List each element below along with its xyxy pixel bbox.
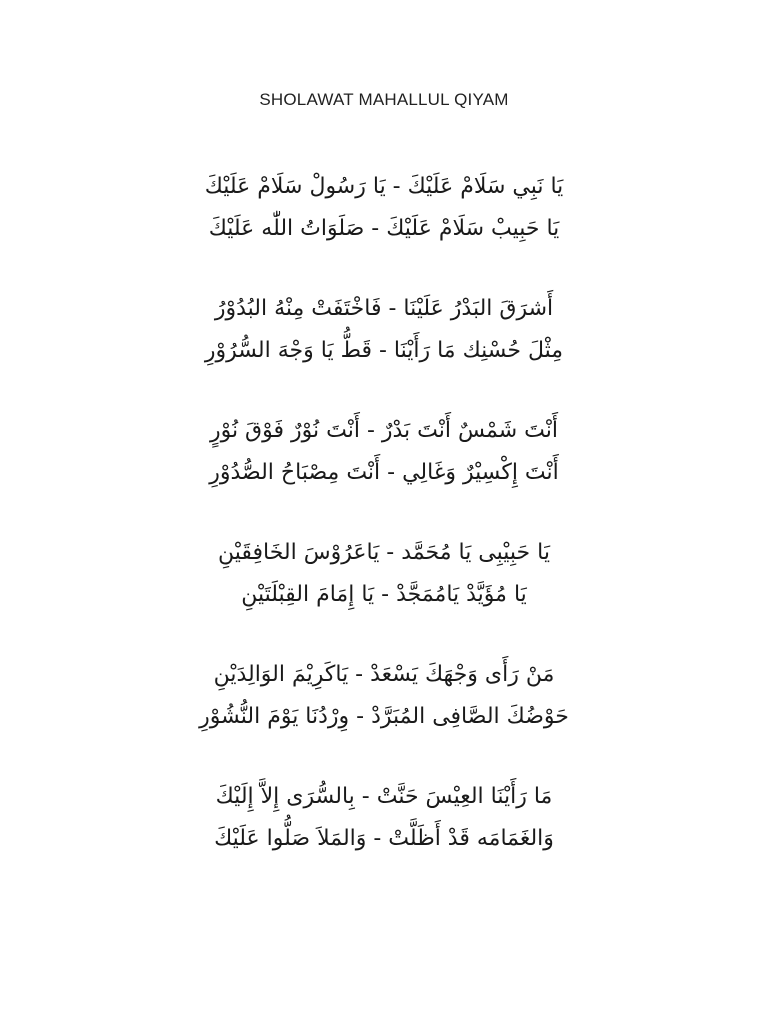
stanza-4: [60, 532, 708, 616]
verse-line: يَا حَبِيبْ سَلَامْ عَلَيْكَ - صَلَوَاتُ اللّٰه عَلَيْكَ: [208, 216, 560, 241]
verse-line: مِثْلَ حُسْنِك مَا رَأَيْنَا - قَطُّ يَا وَجْهَ السُّرُوْرِ: [204, 338, 564, 363]
verse-line: يَا مُؤَيَّدْ يَامُمَجَّدْ - يَا إِمَامَ القِبْلَتَيْنِ: [241, 582, 527, 607]
verse-line: أَشرَقَ البَدْرُ عَلَيْنَا - فَاخْتَفَتْ مِنْهُ البُدُوْرُ: [214, 296, 554, 321]
stanza-6: [60, 776, 708, 860]
verse-line: حَوْضُكَ الصَّافِى المُبَرَّدْ - وِرْدُنَا يَوْمَ النُّشُوْرِ: [199, 704, 569, 729]
verse-line: وَالغَمَامَه قَدْ أَظَلَّتْ - وَالمَلاَ صَلُّوا عَلَيْكَ: [214, 826, 554, 851]
verse-line: مَا رَأَيْنَا العِيْسَ حَنَّتْ - بِالسُّرَى إِلاَّ إِلَيْكَ: [215, 784, 553, 809]
verse-line: يَا حَبِيْبِى يَا مُحَمَّد - يَاعَرُوْسَ الخَافِقَيْنِ: [218, 540, 550, 565]
stanza-3: [60, 410, 708, 494]
verse-line: مَنْ رَأَى وَجْهَكَ يَسْعَدْ - يَاكَرِيْمَ الوَالِدَيْنِ: [213, 662, 555, 687]
verse-line: يَا نَبِي سَلَامْ عَلَيْكَ - يَا رَسُولْ سَلَامْ عَلَيْكَ: [204, 174, 564, 199]
stanza-1: [60, 166, 708, 250]
verse-line: أَنْتَ إِكْسِيْرٌ وَغَالِي - أَنْتَ مِصْبَاحُ الصُّدُوْرِ: [209, 460, 559, 485]
poem-body: [60, 166, 708, 898]
stanza-5: [60, 654, 708, 738]
stanza-2: [60, 288, 708, 372]
verse-line: أَنْتَ شَمْسٌ أَنْتَ بَدْرٌ - أَنْتَ نُوْرٌ فَوْقَ نُوْرٍ: [209, 418, 559, 443]
document-title: SHOLAWAT MAHALLUL QIYAM: [259, 90, 509, 109]
